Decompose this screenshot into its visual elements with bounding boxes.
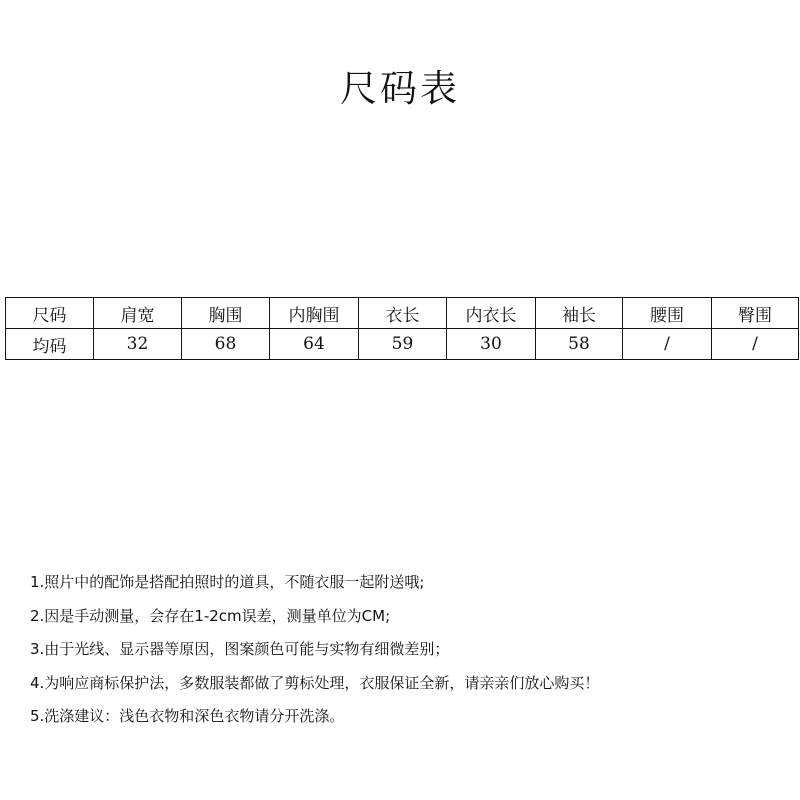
table-cell: 64: [270, 329, 359, 360]
table-cell: /: [623, 329, 712, 360]
header-cell-inner-length: 内衣长: [447, 298, 536, 329]
table-cell: /: [712, 329, 799, 360]
table-cell: 58: [536, 329, 623, 360]
table-cell: 59: [359, 329, 447, 360]
note-item: 5.洗涤建议：浅色衣物和深色衣物请分开洗涤。: [30, 707, 345, 725]
header-cell-inner-chest: 内胸围: [270, 298, 359, 329]
page-title: 尺码表: [340, 67, 460, 110]
header-cell-waist: 腰围: [623, 298, 712, 329]
note-item: 1.照片中的配饰是搭配拍照时的道具，不随衣服一起附送哦;: [30, 573, 425, 591]
table-cell: 68: [182, 329, 270, 360]
header-cell-sleeve: 袖长: [536, 298, 623, 329]
header-cell-chest: 胸围: [182, 298, 270, 329]
header-cell-hip: 臀围: [712, 298, 799, 329]
header-cell-shoulder: 肩宽: [94, 298, 182, 329]
table-header-row: [6, 298, 799, 329]
note-item: 3.由于光线、显示器等原因，图案颜色可能与实物有细微差别；: [30, 640, 450, 658]
table-cell: 30: [447, 329, 536, 360]
note-item: 2.因是手动测量，会存在1-2cm误差，测量单位为CM;: [30, 606, 391, 625]
table-row: [6, 329, 799, 360]
note-item: 4.为响应商标保护法，多数服装都做了剪标处理，衣服保证全新，请亲亲们放心购买！: [30, 673, 600, 692]
notes-list: [30, 566, 790, 734]
table-cell: 32: [94, 329, 182, 360]
size-table: [5, 297, 799, 360]
header-cell-length: 衣长: [359, 298, 447, 329]
table-cell: 均码: [6, 329, 94, 360]
header-cell-size: 尺码: [6, 298, 94, 329]
